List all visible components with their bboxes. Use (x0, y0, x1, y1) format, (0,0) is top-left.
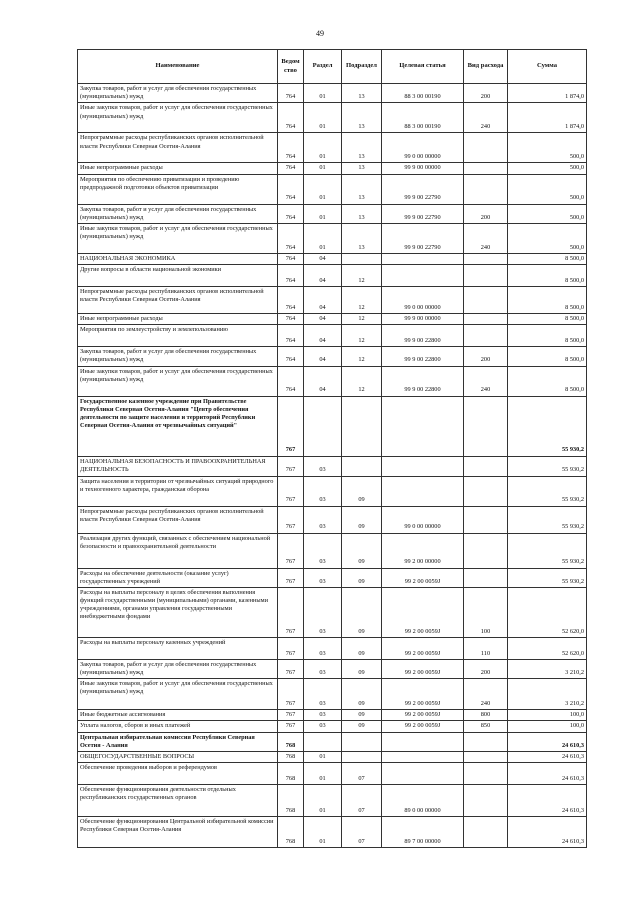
row-sum: 55 930,2 (508, 456, 587, 476)
row-sum: 500,0 (508, 204, 587, 223)
row-target-article: 99 9 00 22800 (382, 347, 464, 366)
row-sum: 100,0 (508, 710, 587, 721)
row-podrazdel: 13 (342, 174, 382, 204)
table-row (78, 366, 587, 396)
row-sum: 55 930,2 (508, 533, 587, 568)
row-sum: 3 210,2 (508, 659, 587, 678)
table-row (78, 265, 587, 287)
row-podrazdel: 12 (342, 325, 382, 347)
row-razdel: 04 (304, 287, 342, 314)
row-name: Обеспечение проведения выборов и референдумов (78, 763, 278, 785)
table-body (78, 84, 587, 848)
row-expense-type: 800 (464, 710, 508, 721)
row-sum: 24 610,3 (508, 732, 587, 751)
table-row (78, 637, 587, 659)
row-podrazdel: 09 (342, 587, 382, 637)
row-target-article (382, 253, 464, 264)
row-expense-type (464, 174, 508, 204)
table-row (78, 476, 587, 506)
table-row (78, 751, 587, 762)
row-podrazdel: 12 (342, 265, 382, 287)
row-expense-type: 200 (464, 204, 508, 223)
row-name: Иные непрограммные расходы (78, 163, 278, 174)
table-row (78, 314, 587, 325)
row-sum: 24 610,3 (508, 785, 587, 817)
table-row (78, 253, 587, 264)
row-razdel: 01 (304, 785, 342, 817)
row-target-article: 89 0 00 00000 (382, 785, 464, 817)
table-row (78, 174, 587, 204)
row-sum: 24 610,3 (508, 817, 587, 848)
row-target-article (382, 732, 464, 751)
row-vedomstvo: 764 (278, 174, 304, 204)
row-razdel: 04 (304, 265, 342, 287)
row-sum: 500,0 (508, 174, 587, 204)
row-sum: 24 610,3 (508, 751, 587, 762)
row-vedomstvo: 764 (278, 325, 304, 347)
header-podrazdel: Подраздел (342, 50, 382, 84)
row-podrazdel: 09 (342, 659, 382, 678)
row-target-article: 99 0 00 00000 (382, 506, 464, 533)
row-razdel: 01 (304, 103, 342, 133)
table-row (78, 163, 587, 174)
row-vedomstvo: 764 (278, 163, 304, 174)
row-expense-type (464, 785, 508, 817)
row-expense-type (464, 287, 508, 314)
table-row (78, 204, 587, 223)
table-row (78, 721, 587, 732)
table-row (78, 103, 587, 133)
row-target-article: 88 3 00 00190 (382, 103, 464, 133)
row-expense-type (464, 396, 508, 456)
row-expense-type: 240 (464, 223, 508, 253)
row-sum: 8 500,0 (508, 347, 587, 366)
row-sum: 8 500,0 (508, 265, 587, 287)
row-expense-type (464, 732, 508, 751)
row-name: Защита населения и территории от чрезвычайных ситуаций природного и техногенного характера, гражданская оборона (78, 476, 278, 506)
row-podrazdel: 07 (342, 817, 382, 848)
table-row (78, 732, 587, 751)
row-name: Центральная избирательная комиссия Республики Северная Осетия - Алания (78, 732, 278, 751)
row-vedomstvo: 764 (278, 103, 304, 133)
row-vedomstvo: 767 (278, 587, 304, 637)
row-target-article: 99 9 00 00000 (382, 314, 464, 325)
row-expense-type (464, 476, 508, 506)
row-vedomstvo: 764 (278, 223, 304, 253)
row-vedomstvo: 768 (278, 817, 304, 848)
row-expense-type (464, 163, 508, 174)
row-razdel: 01 (304, 84, 342, 103)
row-target-article: 99 2 00 0059J (382, 721, 464, 732)
row-podrazdel: 13 (342, 103, 382, 133)
row-target-article (382, 476, 464, 506)
row-razdel: 04 (304, 314, 342, 325)
row-razdel: 01 (304, 133, 342, 163)
row-target-article: 99 0 00 00000 (382, 133, 464, 163)
table-row (78, 710, 587, 721)
row-expense-type (464, 506, 508, 533)
row-sum: 55 930,2 (508, 476, 587, 506)
row-expense-type: 200 (464, 659, 508, 678)
row-expense-type: 850 (464, 721, 508, 732)
row-vedomstvo: 767 (278, 506, 304, 533)
row-name: Обеспечение функционирования деятельности отдельных республиканских государственных органов (78, 785, 278, 817)
row-target-article: 99 2 00 00000 (382, 533, 464, 568)
row-podrazdel: 12 (342, 314, 382, 325)
row-vedomstvo: 764 (278, 265, 304, 287)
row-sum: 1 874,0 (508, 84, 587, 103)
row-sum: 500,0 (508, 223, 587, 253)
row-name: НАЦИОНАЛЬНАЯ ЭКОНОМИКА (78, 253, 278, 264)
header-target-article: Целевая статья (382, 50, 464, 84)
row-target-article: 88 3 00 00190 (382, 84, 464, 103)
row-expense-type (464, 265, 508, 287)
header-razdel: Раздел (304, 50, 342, 84)
row-vedomstvo: 767 (278, 533, 304, 568)
row-expense-type: 100 (464, 587, 508, 637)
budget-table (77, 49, 587, 848)
row-razdel: 03 (304, 710, 342, 721)
row-name: Закупка товаров, работ и услуг для обеспечения государственных (муниципальных) нужд (78, 84, 278, 103)
row-expense-type (464, 456, 508, 476)
row-expense-type (464, 325, 508, 347)
row-podrazdel: 09 (342, 679, 382, 710)
table-row (78, 679, 587, 710)
row-podrazdel: 07 (342, 763, 382, 785)
row-sum: 8 500,0 (508, 366, 587, 396)
row-name: Реализация других функций, связанных с обеспечением национальной безопасности и правоохранительной деятельности (78, 533, 278, 568)
row-expense-type (464, 533, 508, 568)
row-razdel: 03 (304, 659, 342, 678)
row-expense-type (464, 817, 508, 848)
row-razdel: 01 (304, 223, 342, 253)
row-razdel: 04 (304, 253, 342, 264)
row-target-article: 99 9 00 00000 (382, 163, 464, 174)
row-name: Государственное казенное учреждение при Правительстве Республики Северная Осетия-Алания "Центр обеспечения деятельности по защите населения и территорий Республики Северная Осетия-Алания от чрезвычайных ситуаций" (78, 396, 278, 456)
row-vedomstvo: 767 (278, 710, 304, 721)
header-expense-type: Вид расхода (464, 50, 508, 84)
table-row (78, 223, 587, 253)
row-name: Иные закупки товаров, работ и услуг для обеспечения государственных (муниципальных) нужд (78, 223, 278, 253)
row-name: Непрограммные расходы республиканских органов исполнительной власти Республики Северная Осетия-Алания (78, 133, 278, 163)
row-expense-type: 200 (464, 84, 508, 103)
row-podrazdel: 13 (342, 84, 382, 103)
table-row (78, 506, 587, 533)
table-row (78, 785, 587, 817)
table-row (78, 133, 587, 163)
row-target-article: 99 2 00 0059J (382, 679, 464, 710)
header-sum: Сумма (508, 50, 587, 84)
row-podrazdel: 12 (342, 347, 382, 366)
row-target-article: 99 2 00 0059J (382, 568, 464, 587)
row-podrazdel: 13 (342, 223, 382, 253)
page-number: 49 (316, 29, 324, 38)
row-podrazdel: 09 (342, 721, 382, 732)
row-razdel (304, 396, 342, 456)
row-razdel: 03 (304, 533, 342, 568)
row-vedomstvo: 767 (278, 637, 304, 659)
row-name: Обеспечение функционирования Центральной избирательной комиссии Республики Северная Осетия-Алания (78, 817, 278, 848)
row-target-article: 99 2 00 0059J (382, 710, 464, 721)
header-name: Наименование (78, 50, 278, 84)
row-target-article: 99 0 00 00000 (382, 287, 464, 314)
row-expense-type (464, 253, 508, 264)
row-podrazdel: 07 (342, 785, 382, 817)
row-target-article: 89 7 00 00000 (382, 817, 464, 848)
row-vedomstvo: 764 (278, 314, 304, 325)
row-vedomstvo: 767 (278, 396, 304, 456)
row-expense-type (464, 133, 508, 163)
row-razdel: 04 (304, 325, 342, 347)
row-razdel: 03 (304, 637, 342, 659)
row-vedomstvo: 767 (278, 659, 304, 678)
row-vedomstvo: 767 (278, 476, 304, 506)
row-name: Непрограммные расходы республиканских органов исполнительной власти Республики Северная Осетия-Алания (78, 287, 278, 314)
row-name: Иные непрограммные расходы (78, 314, 278, 325)
row-razdel: 01 (304, 751, 342, 762)
row-sum: 8 500,0 (508, 253, 587, 264)
row-razdel: 03 (304, 506, 342, 533)
table-row (78, 456, 587, 476)
row-vedomstvo: 767 (278, 679, 304, 710)
row-sum: 52 620,0 (508, 587, 587, 637)
row-podrazdel (342, 732, 382, 751)
row-sum: 8 500,0 (508, 314, 587, 325)
row-podrazdel (342, 253, 382, 264)
row-target-article: 99 2 00 0059J (382, 637, 464, 659)
row-target-article: 99 9 00 22790 (382, 204, 464, 223)
row-sum: 1 874,0 (508, 103, 587, 133)
table-row (78, 587, 587, 637)
row-vedomstvo: 767 (278, 456, 304, 476)
row-sum: 500,0 (508, 163, 587, 174)
row-sum: 52 620,0 (508, 637, 587, 659)
row-razdel: 03 (304, 568, 342, 587)
row-target-article: 99 9 00 22790 (382, 174, 464, 204)
row-expense-type: 240 (464, 103, 508, 133)
row-name: Расходы на выплаты персоналу казенных учреждений (78, 637, 278, 659)
row-razdel: 03 (304, 679, 342, 710)
row-vedomstvo: 764 (278, 253, 304, 264)
row-podrazdel: 09 (342, 568, 382, 587)
row-target-article (382, 456, 464, 476)
row-razdel: 03 (304, 476, 342, 506)
table-row (78, 347, 587, 366)
row-razdel: 03 (304, 456, 342, 476)
table-row (78, 659, 587, 678)
row-name: Мероприятия по землеустройству и землепользованию (78, 325, 278, 347)
row-vedomstvo: 764 (278, 133, 304, 163)
table-row (78, 84, 587, 103)
row-podrazdel: 13 (342, 163, 382, 174)
row-razdel: 01 (304, 163, 342, 174)
table-row (78, 325, 587, 347)
table-row (78, 396, 587, 456)
row-podrazdel (342, 751, 382, 762)
row-vedomstvo: 764 (278, 204, 304, 223)
row-expense-type (464, 314, 508, 325)
row-name: Закупка товаров, работ и услуг для обеспечения государственных (муниципальных) нужд (78, 659, 278, 678)
row-razdel: 01 (304, 817, 342, 848)
row-expense-type (464, 751, 508, 762)
row-name: Непрограммные расходы республиканских органов исполнительной власти Республики Северная Осетия-Алания (78, 506, 278, 533)
row-name: Иные закупки товаров, работ и услуг для обеспечения государственных (муниципальных) нужд (78, 103, 278, 133)
table-row (78, 533, 587, 568)
row-expense-type: 200 (464, 347, 508, 366)
row-razdel: 01 (304, 174, 342, 204)
row-podrazdel (342, 456, 382, 476)
row-razdel: 01 (304, 763, 342, 785)
row-name: Закупка товаров, работ и услуг для обеспечения государственных (муниципальных) нужд (78, 347, 278, 366)
row-vedomstvo: 768 (278, 751, 304, 762)
row-expense-type: 110 (464, 637, 508, 659)
row-target-article: 99 9 00 22800 (382, 325, 464, 347)
row-name: Закупка товаров, работ и услуг для обеспечения государственных (муниципальных) нужд (78, 204, 278, 223)
row-name: ОБЩЕГОСУДАРСТВЕННЫЕ ВОПРОСЫ (78, 751, 278, 762)
row-vedomstvo: 764 (278, 366, 304, 396)
row-podrazdel: 13 (342, 133, 382, 163)
row-sum: 3 210,2 (508, 679, 587, 710)
row-sum: 100,0 (508, 721, 587, 732)
row-razdel: 04 (304, 347, 342, 366)
row-vedomstvo: 768 (278, 732, 304, 751)
row-razdel (304, 732, 342, 751)
header-vedomstvo: Ведом ство (278, 50, 304, 84)
row-name: Уплата налогов, сборов и иных платежей (78, 721, 278, 732)
row-podrazdel: 09 (342, 637, 382, 659)
row-vedomstvo: 764 (278, 347, 304, 366)
row-sum: 55 930,2 (508, 506, 587, 533)
row-target-article (382, 265, 464, 287)
row-podrazdel: 09 (342, 476, 382, 506)
row-target-article (382, 396, 464, 456)
table-header-row (78, 50, 587, 84)
row-vedomstvo: 768 (278, 785, 304, 817)
row-name: Другие вопросы в области национальной экономики (78, 265, 278, 287)
row-name: Иные закупки товаров, работ и услуг для обеспечения государственных (муниципальных) нужд (78, 679, 278, 710)
row-razdel: 04 (304, 366, 342, 396)
row-target-article: 99 2 00 0059J (382, 659, 464, 678)
row-name: Расходы на обеспечение деятельности (оказание услуг) государственных учреждений (78, 568, 278, 587)
row-sum: 55 930,2 (508, 568, 587, 587)
row-razdel: 03 (304, 721, 342, 732)
row-razdel: 01 (304, 204, 342, 223)
row-vedomstvo: 764 (278, 84, 304, 103)
row-expense-type: 240 (464, 679, 508, 710)
row-name: НАЦИОНАЛЬНАЯ БЕЗОПАСНОСТЬ И ПРАВООХРАНИТЕЛЬНАЯ ДЕЯТЕЛЬНОСТЬ (78, 456, 278, 476)
table-row (78, 763, 587, 785)
row-target-article: 99 9 00 22800 (382, 366, 464, 396)
row-name: Иные бюджетные ассигнования (78, 710, 278, 721)
row-name: Расходы на выплаты персоналу в целях обеспечения выполнения функций государственными (муниципальными) органами, казенными учреждениями, органами управления государственными внебюджетными фондами (78, 587, 278, 637)
row-target-article (382, 751, 464, 762)
row-vedomstvo: 768 (278, 763, 304, 785)
row-vedomstvo: 767 (278, 721, 304, 732)
row-sum: 24 610,3 (508, 763, 587, 785)
row-podrazdel (342, 396, 382, 456)
row-podrazdel: 09 (342, 533, 382, 568)
table-row (78, 817, 587, 848)
row-vedomstvo: 764 (278, 287, 304, 314)
row-podrazdel: 13 (342, 204, 382, 223)
row-podrazdel: 12 (342, 366, 382, 396)
row-target-article (382, 763, 464, 785)
row-razdel: 03 (304, 587, 342, 637)
row-expense-type (464, 763, 508, 785)
row-sum: 8 500,0 (508, 325, 587, 347)
row-target-article: 99 9 00 22790 (382, 223, 464, 253)
row-name: Иные закупки товаров, работ и услуг для обеспечения государственных (муниципальных) нужд (78, 366, 278, 396)
row-name: Мероприятия по обеспечению приватизации и проведению предпродажной подготовки объектов приватизации (78, 174, 278, 204)
table-row (78, 287, 587, 314)
row-expense-type: 240 (464, 366, 508, 396)
row-target-article: 99 2 00 0059J (382, 587, 464, 637)
row-podrazdel: 12 (342, 287, 382, 314)
row-podrazdel: 09 (342, 506, 382, 533)
row-sum: 55 930,2 (508, 396, 587, 456)
table-row (78, 568, 587, 587)
row-sum: 8 500,0 (508, 287, 587, 314)
row-expense-type (464, 568, 508, 587)
row-podrazdel: 09 (342, 710, 382, 721)
row-vedomstvo: 767 (278, 568, 304, 587)
row-sum: 500,0 (508, 133, 587, 163)
